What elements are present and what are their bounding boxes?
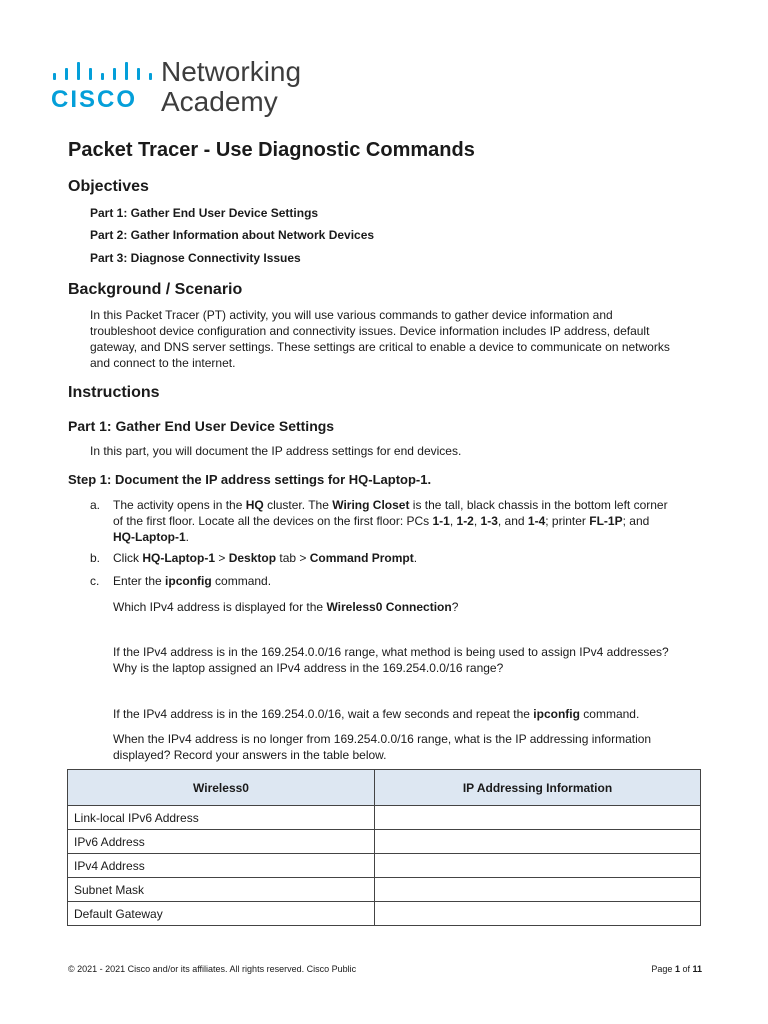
background-heading: Background / Scenario xyxy=(68,281,243,298)
table-cell-answer[interactable] xyxy=(375,878,701,902)
question-apipa: If the IPv4 address is in the 169.254.0.0/16 range, what method is being used to assign IPv4 addresses? Why is the laptop assigned an IPv4 address in the 169.254.0.0/16 range? xyxy=(113,645,669,675)
table-cell-answer[interactable] xyxy=(375,902,701,926)
table-row xyxy=(68,806,701,830)
objective-item: Part 1: Gather End User Device Settings xyxy=(90,206,319,220)
ip-addressing-table xyxy=(67,769,701,926)
part1-heading: Part 1: Gather End User Device Settings xyxy=(68,418,335,434)
table-row xyxy=(68,902,701,926)
objectives-heading: Objectives xyxy=(68,178,149,195)
objective-item: Part 3: Diagnose Connectivity Issues xyxy=(90,251,301,265)
question-ipv4-wireless: Which IPv4 address is displayed for the Wireless0 Connection? xyxy=(113,600,459,614)
table-cell-label: Link-local IPv6 Address xyxy=(68,806,375,830)
step-b: b. Click HQ-Laptop-1 > Desktop tab > Command Prompt. xyxy=(90,551,418,565)
cisco-networking-academy-logo xyxy=(51,58,311,118)
table-row xyxy=(68,878,701,902)
table-row xyxy=(68,830,701,854)
networking-academy-wordmark: Networking Academy xyxy=(161,56,302,117)
part1-intro: In this part, you will document the IP address settings for end devices. xyxy=(90,444,462,458)
table-cell-label: IPv6 Address xyxy=(68,830,375,854)
step1-heading: Step 1: Document the IP address settings for HQ-Laptop-1. xyxy=(68,472,432,487)
instructions-heading: Instructions xyxy=(68,384,160,401)
table-header-wireless0: Wireless0 xyxy=(68,770,375,806)
table-cell-label: Default Gateway xyxy=(68,902,375,926)
objective-item: Part 2: Gather Information about Network Devices xyxy=(90,228,375,242)
cisco-wordmark: CISCO xyxy=(51,86,138,113)
table-cell-answer[interactable] xyxy=(375,806,701,830)
table-row xyxy=(68,854,701,878)
question-record-answers: When the IPv4 address is no longer from 169.254.0.0/16 range, what is the IP addressing information displayed? Record your answers in the table below. xyxy=(113,732,652,762)
page-title: Packet Tracer - Use Diagnostic Commands xyxy=(68,139,475,161)
step-a: a. The activity opens in the HQ cluster. The Wiring Closet is the tall, black chassis in the bottom left corner of the first floor. Locate all the devices on the first floor: PCs 1-1, 1-2, 1-3, and 1-4; printer FL-1P; and HQ-Laptop-1. xyxy=(90,498,668,544)
copyright-text: © 2021 - 2021 Cisco and/or its affiliates. All rights reserved. Cisco Public xyxy=(68,964,357,974)
table-cell-answer[interactable] xyxy=(375,830,701,854)
step-c: c. Enter the ipconfig command. xyxy=(90,574,272,588)
table-cell-answer[interactable] xyxy=(375,854,701,878)
background-paragraph: In this Packet Tracer (PT) activity, you will use various commands to gather device information and troubleshoot device configuration and connectivity issues. Device information includes IP address, default gateway, and DNS server settings. These settings are critical to enable a device to communicate on networks and connect to the internet. xyxy=(90,308,670,370)
table-cell-label: Subnet Mask xyxy=(68,878,375,902)
page-number: Page 1 of 11 xyxy=(651,964,702,974)
cisco-bars-icon xyxy=(51,62,151,80)
question-repeat-ipconfig: If the IPv4 address is in the 169.254.0.0/16, wait a few seconds and repeat the ipconfig command. xyxy=(113,707,640,721)
table-cell-label: IPv4 Address xyxy=(68,854,375,878)
table-header-ip-info: IP Addressing Information xyxy=(375,770,701,806)
